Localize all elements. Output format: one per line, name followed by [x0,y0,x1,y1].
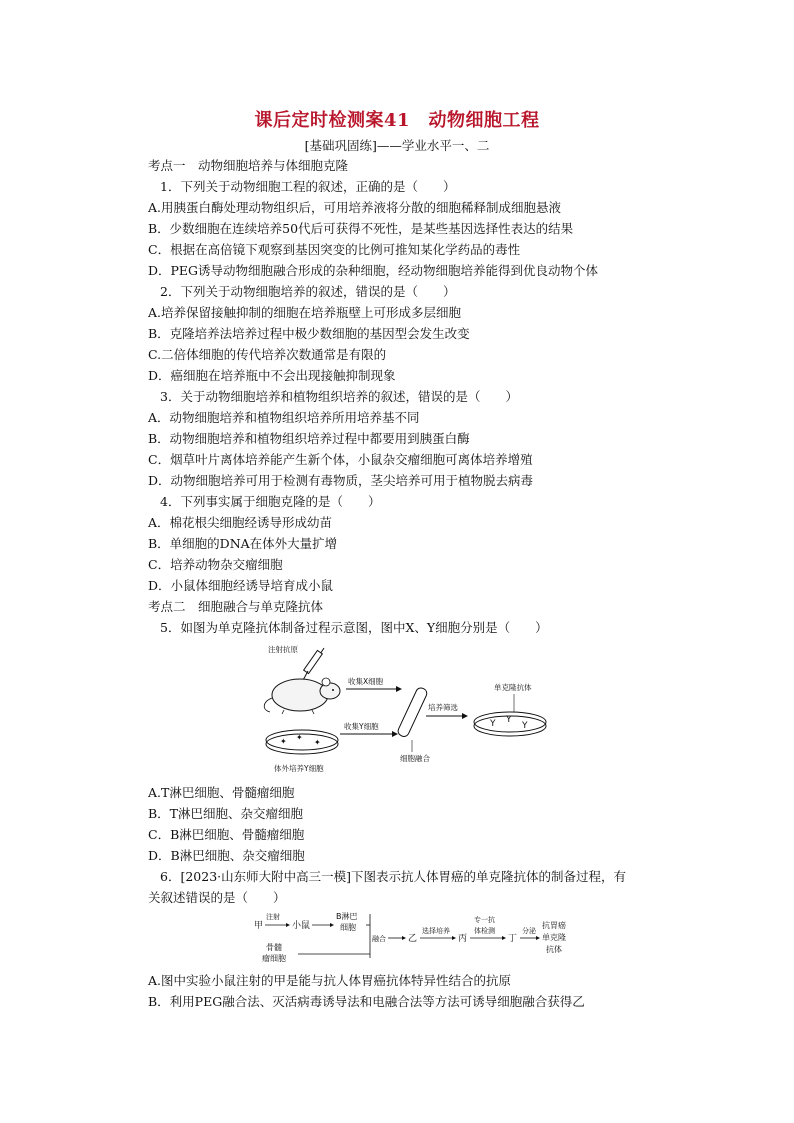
svg-text:Y: Y [506,715,512,725]
q1-option-b: B．少数细胞在连续培养50代后可获得不死性，是某些基因选择性表达的结果 [148,221,574,236]
q5-option-c: C．B淋巴细胞、骨髓瘤细胞 [148,827,305,842]
antibody-dish-icon [474,712,546,736]
q2-option-c: C.二倍体细胞的传代培养次数通常是有限的 [148,347,387,362]
syringe-icon [302,648,324,682]
flow-fuse: 融合 [372,935,386,943]
q2-option-a: A.培养保留接触抑制的细胞在培养瓶壁上可形成多层细胞 [148,305,462,320]
flow-marrow-1: 骨髓 [266,943,282,952]
section-tag: [基础巩固练]——学业水平一、二 [304,138,490,153]
q4-option-b: B．单细胞的DNA在体外大量扩增 [148,536,338,551]
fig-screen-label: 培养筛选 [428,703,458,712]
flow-detect-2: 体检测 [474,927,495,935]
q6-option-a: A.图中实验小鼠注射的甲是能与抗人体胃癌抗体特异性结合的抗原 [148,973,512,988]
q4-option-a: A．棉花根尖细胞经诱导形成幼苗 [148,515,333,530]
flow-secrete: 分泌 [522,927,536,935]
q2-stem: 2．下列关于动物细胞培养的叙述，错误的是（ ） [160,284,456,299]
mouse-icon [264,678,340,714]
q3-option-a: A．动物细胞培养和植物组织培养所用培养基不同 [148,410,420,425]
test-tube-icon [396,686,428,738]
q1-stem: 1．下列关于动物细胞工程的叙述，正确的是（ ） [160,179,456,194]
q6-option-b: B．利用PEG融合法、灭活病毒诱导法和电融合法等方法可诱导细胞融合获得乙 [148,994,585,1009]
svg-text:✦: ✦ [280,737,287,746]
q5-option-d: D．B淋巴细胞、杂交瘤细胞 [148,848,305,863]
q3-stem: 3．关于动物细胞培养和植物组织培养的叙述，错误的是（ ） [160,389,518,404]
q4-stem: 4．下列事实属于细胞克隆的是（ ） [160,494,381,509]
flow-detect-1: 专一抗 [474,916,495,924]
q3-option-d: D．动物细胞培养可用于检测有毒物质，茎尖培养可用于植物脱去病毒 [148,473,534,488]
culture-dish-icon [266,730,338,754]
q6-stem-line2: 关叙述错误的是（ ） [148,890,286,905]
q6-flow-diagram [252,908,582,966]
flow-b-cell-1: B淋巴 [336,912,358,921]
topic-heading-1: 考点一 动物细胞培养与体细胞克隆 [148,158,349,173]
flow-ding: 丁 [508,934,518,944]
flow-b-cell-2: 细胞 [340,923,356,932]
flow-select: 选择培养 [422,927,450,935]
q5-stem: 5．如图为单克隆抗体制备过程示意图，图中X、Y细胞分别是（ ） [160,620,548,635]
svg-text:✦: ✦ [314,738,321,747]
fig-inject-label: 注射抗原 [268,645,298,654]
q5-option-b: B．T淋巴细胞、杂交瘤细胞 [148,806,304,821]
flow-bing: 丙 [458,934,468,944]
q4-option-c: C．培养动物杂交瘤细胞 [148,557,283,572]
svg-text:Y: Y [522,721,528,731]
q2-option-d: D．癌细胞在培养瓶中不会出现接触抑制现象 [148,368,396,383]
svg-text:Y: Y [490,719,496,729]
q1-option-a: A.用胰蛋白酶处理动物组织后，可用培养液将分散的细胞稀释制成细胞悬液 [148,200,562,215]
q6-stem-line1: 6．[2023·山东师大附中高三一模]下图表示抗人体胃癌的单克隆抗体的制备过程，有 [160,869,626,884]
flow-mouse: 小鼠 [292,921,311,931]
flow-ab-2: 单克隆 [542,933,566,942]
fig-fusion-label: 细胞融合 [400,754,430,763]
flow-jia: 甲 [254,921,264,931]
fig-culture-y-label: 体外培养Y细胞 [274,764,324,773]
topic-heading-2: 考点二 细胞融合与单克隆抗体 [148,599,324,614]
flow-ab-3: 抗体 [546,945,562,954]
svg-text:✦: ✦ [296,733,303,742]
mab-process-figure [262,640,562,776]
flow-inject: 注射 [266,913,280,921]
q2-option-b: B．克隆培养法培养过程中极少数细胞的基因型会发生改变 [148,326,470,341]
q5-option-a: A.T淋巴细胞、骨髓瘤细胞 [148,785,295,800]
fig-collect-y-label: 收集Y细胞 [344,722,379,731]
flow-ab-1: 抗胃癌 [542,921,566,930]
fig-mab-label: 单克隆抗体 [494,683,532,692]
q4-option-d: D．小鼠体细胞经诱导培育成小鼠 [148,578,334,593]
page-title: 课后定时检测案41 动物细胞工程 [254,110,540,131]
q1-option-d: D．PEG诱导动物细胞融合形成的杂种细胞，经动物细胞培养能得到优良动物个体 [148,263,599,278]
flow-yi: 乙 [408,934,418,944]
q3-option-c: C．烟草叶片离体培养能产生新个体，小鼠杂交瘤细胞可离体培养增殖 [148,452,533,467]
flow-marrow-2: 瘤细胞 [262,954,286,963]
fig-collect-x-label: 收集X细胞 [348,677,384,686]
q1-option-c: C．根据在高倍镜下观察到基因突变的比例可推知某化学药品的毒性 [148,242,521,257]
q3-option-b: B．动物细胞培养和植物组织培养过程中都要用到胰蛋白酶 [148,431,470,446]
